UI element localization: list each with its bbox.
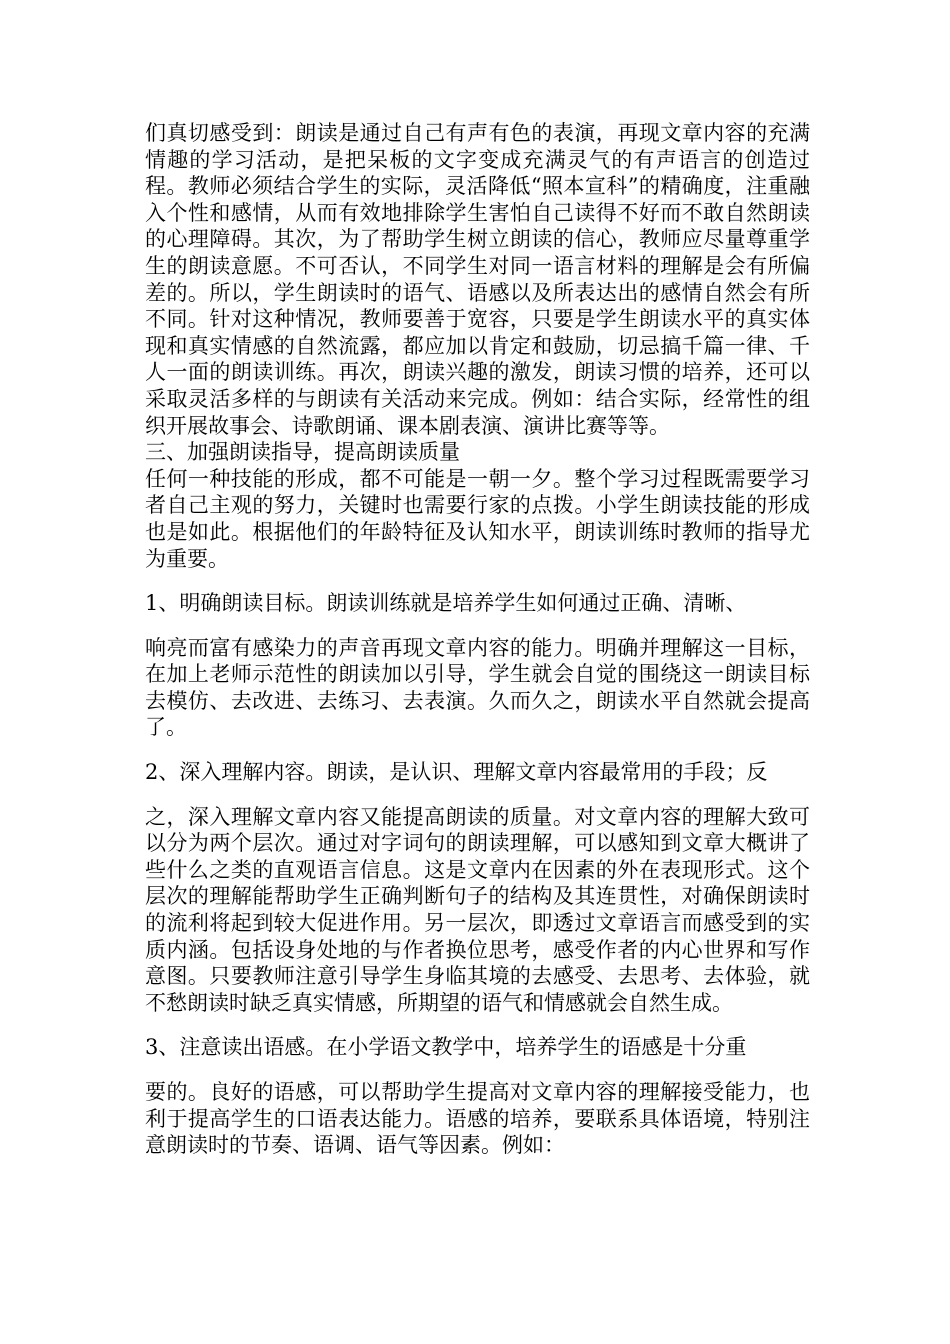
list-item-2-body: 之，深入理解文章内容又能提高朗读的质量。对文章内容的理解大致可以分为两个层次。通过对字词句的朗读理解，可以感知到文章大概讲了些什么之类的直观语言信息。这是文章内在因素的外在表现形式。这个层次的理解能帮助学生正确判断句子的结构及其连贯性，对确保朗读时的流利将起到较大促进作用。另一层次，即透过文章语言而感受到的实质内涵。包括设身处地的与作者换位思考，感受作者的内心世界和写作意图。只要教师注意引导学生身临其境的去感受、去思考、去体验，就不愁朗读时缺乏真实情感，所期望的语气和情感就会自然生成。 (145, 804, 810, 1015)
list-item-3-body: 要的。良好的语感，可以帮助学生提高对文章内容的理解接受能力，也利于提高学生的口语表达能力。语感的培养，要联系具体语境，特别注意朗读时的节奏、语调、语气等因素。例如： (145, 1080, 810, 1158)
document-page (145, 120, 810, 1159)
list-item-1-lead: 1、明确朗读目标。朗读训练就是培养学生如何通过正确、清晰、 (145, 591, 747, 616)
section-heading: 三、加强朗读指导，提高朗读质量 (145, 440, 460, 465)
list-item-2-lead: 2、深入理解内容。朗读，是认识、理解文章内容最常用的手段；反 (145, 760, 768, 785)
list-item-1-body: 响亮而富有感染力的声音再现文章内容的能力。明确并理解这一目标，在加上老师示范性的朗读加以引导，学生就会自觉的围绕这一朗读目标去模仿、去改进、去练习、去表演。久而久之，朗读水平自然就会提高了。 (145, 635, 810, 740)
paragraph-section: 任何一种技能的形成，都不可能是一朝一夕。整个学习过程既需要学习者自己主观的努力，关键时也需要行家的点拨。小学生朗读技能的形成也是如此。根据他们的年龄特征及认知水平，朗读训练时教师的指导尤为重要。 (145, 466, 810, 571)
list-item-3-lead: 3、注意读出语感。在小学语文教学中，培养学生的语感是十分重 (145, 1035, 747, 1060)
paragraph-intro: 们真切感受到：朗读是通过自己有声有色的表演，再现文章内容的充满情趣的学习活动，是把呆板的文字变成充满灵气的有声语言的创造过程。教师必须结合学生的实际，灵活降低“照本宣科”的精确度，注重融入个性和感情，从而有效地排除学生害怕自己读得不好而不敢自然朗读的心理障碍。其次，为了帮助学生树立朗读的信心，教师应尽量尊重学生的朗读意愿。不可否认，不同学生对同一语言材料的理解是会有所偏差的。所以，学生朗读时的语气、语感以及所表达出的感情自然会有所不同。针对这种情况，教师要善于宽容，只要是学生朗读水平的真实体现和真实情感的自然流露，都应加以肯定和鼓励，切忌搞千篇一律、千人一面的朗读训练。再次，朗读兴趣的激发，朗读习惯的培养，还可以采取灵活多样的与朗读有关活动来完成。例如：结合实际，经常性的组织开展故事会、诗歌朗诵、课本剧表演、演讲比赛等等。 (145, 121, 810, 438)
